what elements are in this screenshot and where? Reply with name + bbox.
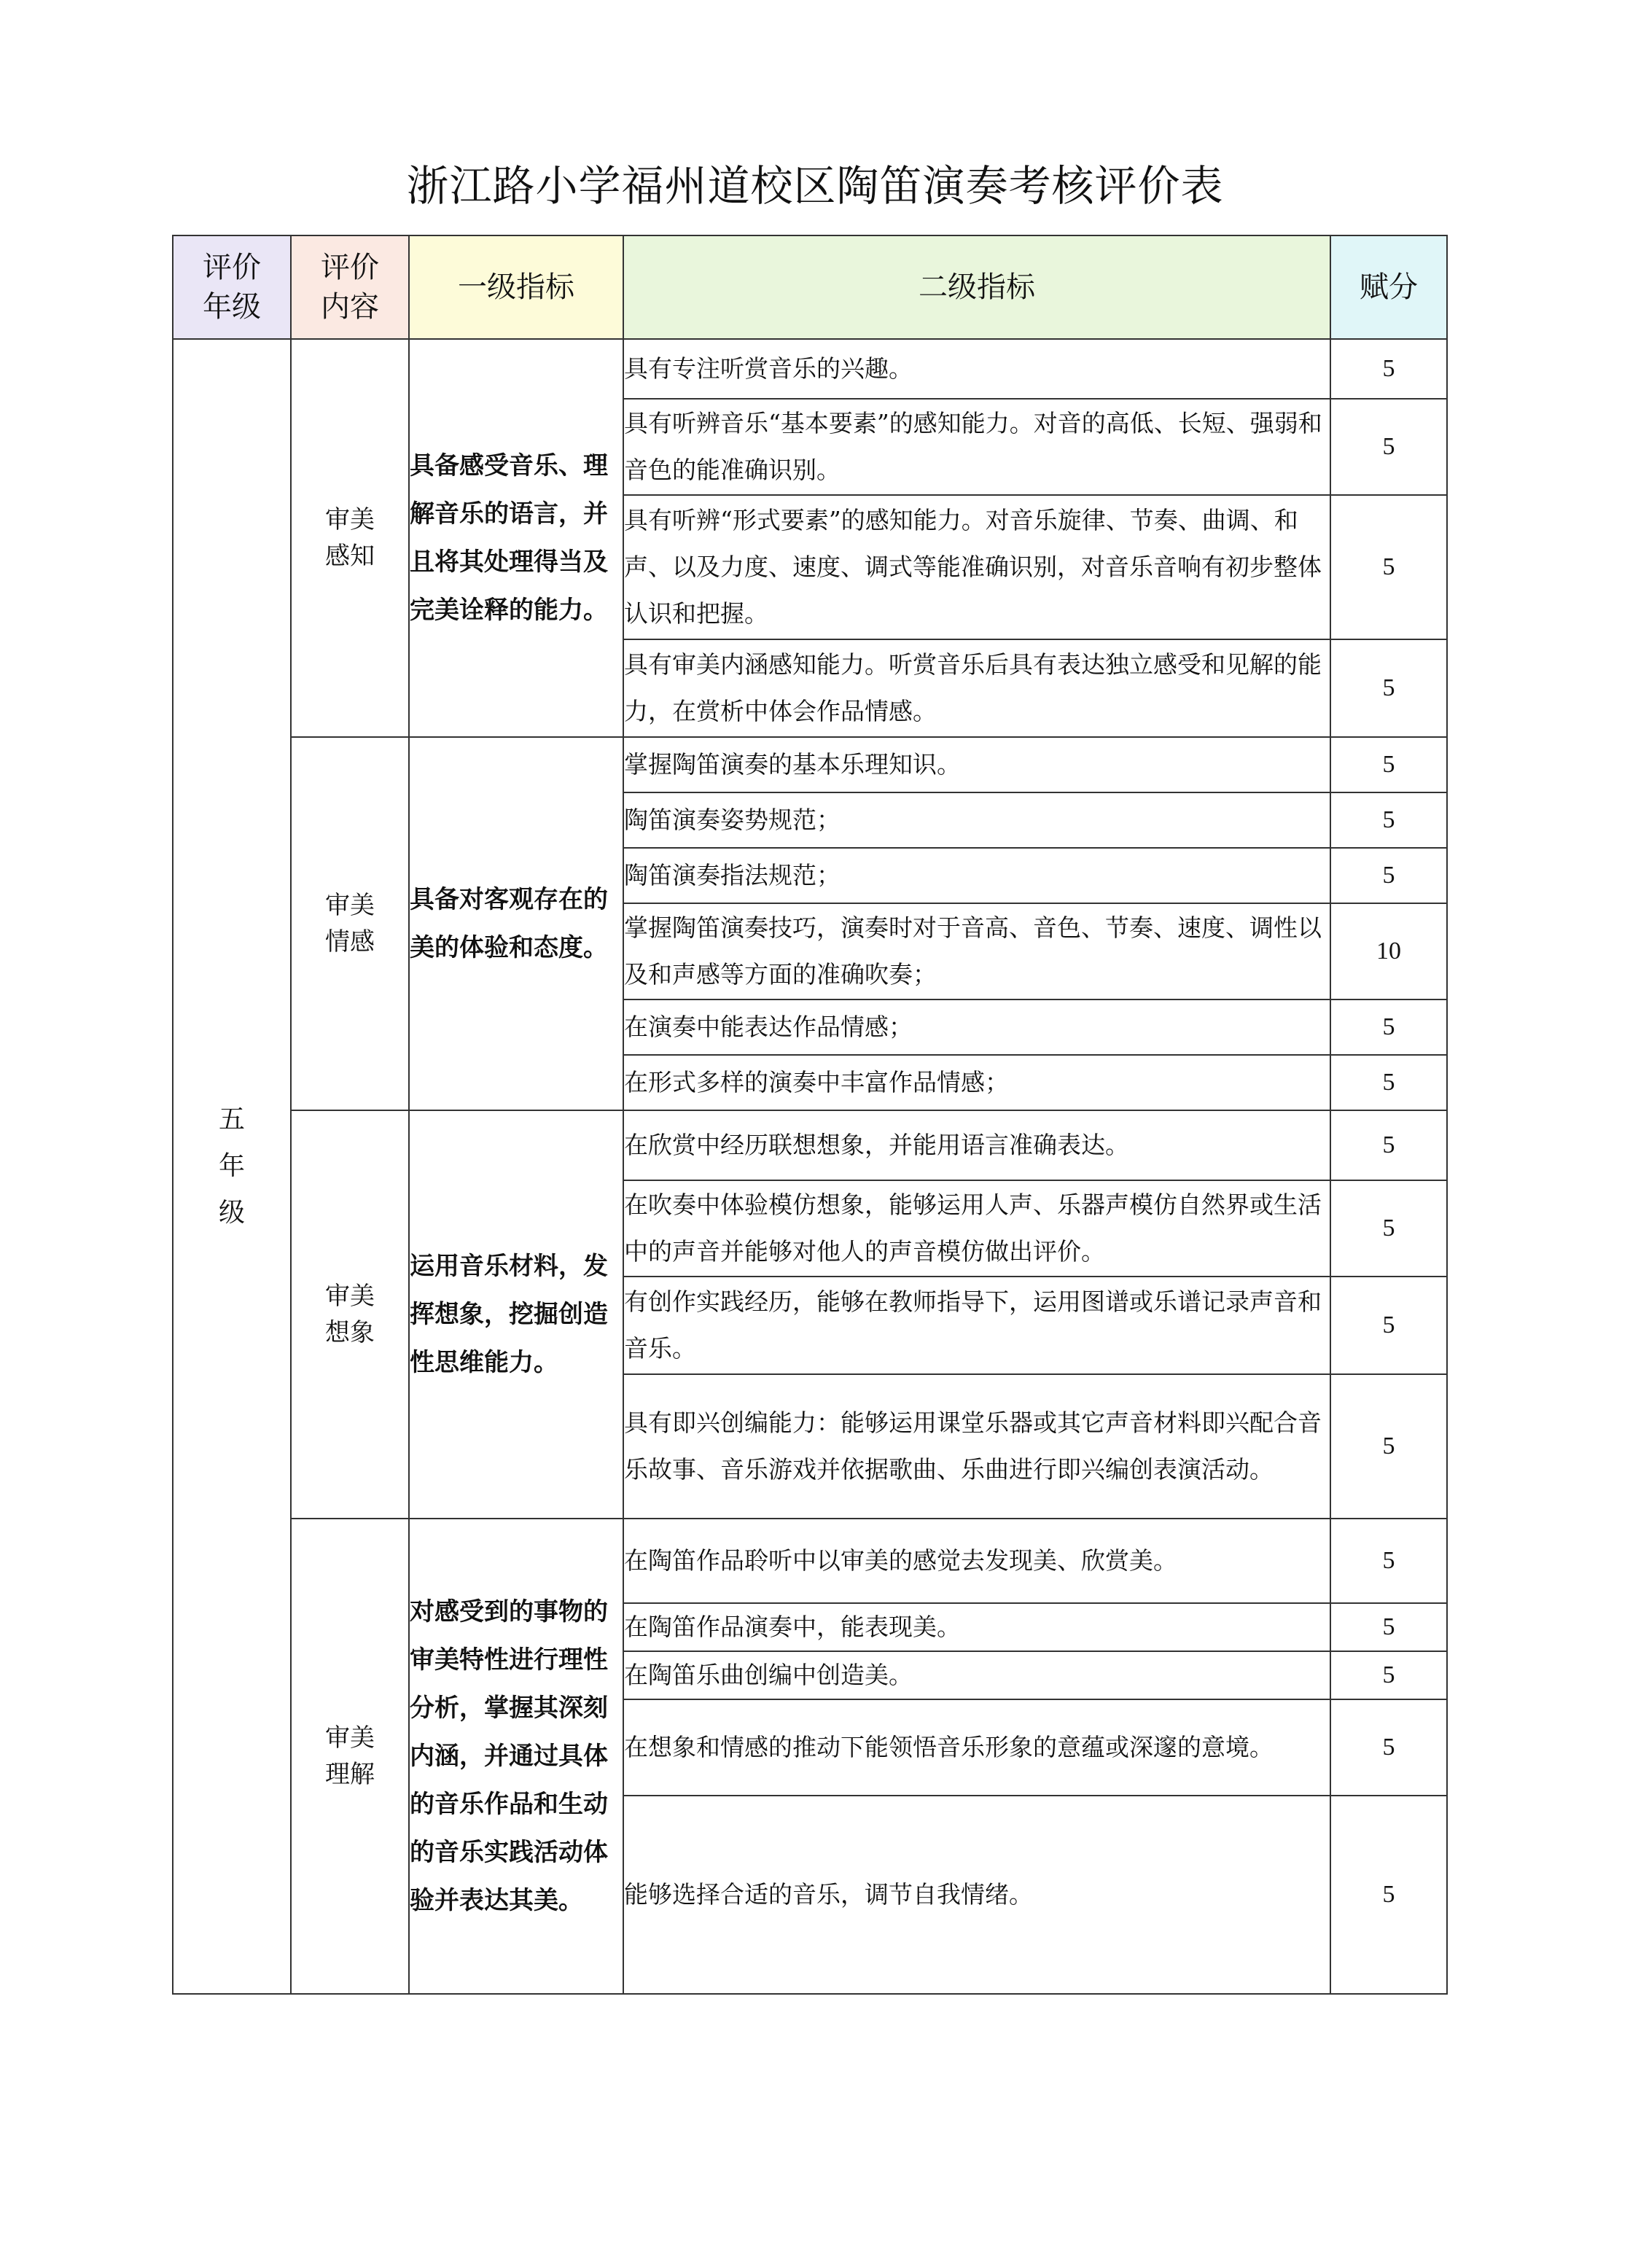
content-line1: 审美 bbox=[325, 505, 375, 534]
level2-cell: 陶笛演奏姿势规范； bbox=[623, 792, 1330, 848]
level1-cell: 运用音乐材料，发挥想象，挖掘创造性思维能力。 bbox=[409, 1110, 623, 1519]
score-cell: 5 bbox=[1330, 1519, 1447, 1603]
score-cell: 5 bbox=[1330, 1651, 1447, 1699]
grade-line3: 级 bbox=[218, 1198, 245, 1228]
header-grade-line2: 年级 bbox=[203, 290, 261, 324]
grade-line2: 年 bbox=[218, 1151, 245, 1181]
header-row bbox=[173, 235, 1447, 339]
score-cell: 5 bbox=[1330, 1603, 1447, 1651]
score-cell: 5 bbox=[1330, 848, 1447, 903]
level2-cell: 在陶笛作品演奏中，能表现美。 bbox=[623, 1603, 1330, 1651]
header-level2: 二级指标 bbox=[623, 235, 1330, 339]
level2-cell: 陶笛演奏指法规范； bbox=[623, 848, 1330, 903]
header-content bbox=[291, 235, 409, 339]
table-row bbox=[173, 1110, 1447, 1180]
score-cell: 5 bbox=[1330, 792, 1447, 848]
score-cell: 5 bbox=[1330, 1699, 1447, 1796]
content-line1: 审美 bbox=[325, 1282, 375, 1311]
level1-cell: 具备感受音乐、理解音乐的语言，并且将其处理得当及完美诠释的能力。 bbox=[409, 339, 623, 737]
score-cell: 5 bbox=[1330, 1796, 1447, 1994]
content-cell bbox=[291, 1519, 409, 1994]
level1-cell: 具备对客观存在的美的体验和态度。 bbox=[409, 737, 623, 1110]
score-cell: 5 bbox=[1330, 1055, 1447, 1110]
level2-cell: 掌握陶笛演奏的基本乐理知识。 bbox=[623, 737, 1330, 792]
score-cell: 5 bbox=[1330, 1277, 1447, 1374]
level2-cell: 掌握陶笛演奏技巧，演奏时对于音高、音色、节奏、速度、调性以及和声感等方面的准确吹奏； bbox=[623, 903, 1330, 999]
table-row bbox=[173, 339, 1447, 399]
level2-cell: 有创作实践经历，能够在教师指导下，运用图谱或乐谱记录声音和音乐。 bbox=[623, 1277, 1330, 1374]
score-cell: 5 bbox=[1330, 495, 1447, 639]
content-line1: 审美 bbox=[325, 1723, 375, 1753]
level2-cell: 具有即兴创编能力：能够运用课堂乐器或其它声音材料即兴配合音乐故事、音乐游戏并依据歌曲、乐曲进行即兴编创表演活动。 bbox=[623, 1374, 1330, 1519]
table-row bbox=[173, 737, 1447, 792]
level2-cell: 具有审美内涵感知能力。听赏音乐后具有表达独立感受和见解的能力，在赏析中体会作品情感。 bbox=[623, 639, 1330, 737]
score-cell: 5 bbox=[1330, 399, 1447, 495]
level2-cell: 在想象和情感的推动下能领悟音乐形象的意蕴或深邃的意境。 bbox=[623, 1699, 1330, 1796]
header-level1: 一级指标 bbox=[409, 235, 623, 339]
content-cell bbox=[291, 339, 409, 737]
header-grade bbox=[173, 235, 291, 339]
level2-cell: 在陶笛作品聆听中以审美的感觉去发现美、欣赏美。 bbox=[623, 1519, 1330, 1603]
evaluation-table bbox=[172, 235, 1448, 1995]
level2-cell: 具有专注听赏音乐的兴趣。 bbox=[623, 339, 1330, 399]
table-row bbox=[173, 1519, 1447, 1603]
content-cell bbox=[291, 1110, 409, 1519]
score-cell: 5 bbox=[1330, 1374, 1447, 1519]
level2-cell: 具有听辨“形式要素”的感知能力。对音乐旋律、节奏、曲调、和声、以及力度、速度、调式等能准确识别，对音乐音响有初步整体认识和把握。 bbox=[623, 495, 1330, 639]
content-line2: 想象 bbox=[325, 1318, 375, 1347]
score-cell: 10 bbox=[1330, 903, 1447, 999]
score-cell: 5 bbox=[1330, 639, 1447, 737]
level2-cell: 在形式多样的演奏中丰富作品情感； bbox=[623, 1055, 1330, 1110]
level2-cell: 在欣赏中经历联想想象，并能用语言准确表达。 bbox=[623, 1110, 1330, 1180]
content-line2: 理解 bbox=[325, 1760, 375, 1789]
grade-cell bbox=[173, 339, 291, 1994]
score-cell: 5 bbox=[1330, 339, 1447, 399]
header-grade-line1: 评价 bbox=[203, 251, 261, 284]
content-line1: 审美 bbox=[325, 891, 375, 920]
score-cell: 5 bbox=[1330, 1110, 1447, 1180]
header-content-line2: 内容 bbox=[321, 290, 379, 324]
level2-cell: 在吹奏中体验模仿想象，能够运用人声、乐器声模仿自然界或生活中的声音并能够对他人的声音模仿做出评价。 bbox=[623, 1180, 1330, 1277]
level2-cell: 在陶笛乐曲创编中创造美。 bbox=[623, 1651, 1330, 1699]
score-cell: 5 bbox=[1330, 737, 1447, 792]
grade-line1: 五 bbox=[218, 1104, 245, 1134]
content-cell bbox=[291, 737, 409, 1110]
page-title: 浙江路小学福州道校区陶笛演奏考核评价表 bbox=[406, 161, 1224, 211]
level2-cell: 能够选择合适的音乐，调节自我情绪。 bbox=[623, 1796, 1330, 1994]
content-line2: 情感 bbox=[325, 927, 375, 956]
content-line2: 感知 bbox=[325, 542, 375, 571]
score-cell: 5 bbox=[1330, 1180, 1447, 1277]
level1-cell: 对感受到的事物的审美特性进行理性分析，掌握其深刻内涵，并通过具体的音乐作品和生动的音乐实践活动体验并表达其美。 bbox=[409, 1519, 623, 1994]
header-score: 赋分 bbox=[1330, 235, 1447, 339]
score-cell: 5 bbox=[1330, 999, 1447, 1055]
header-content-line1: 评价 bbox=[321, 251, 379, 284]
level2-cell: 在演奏中能表达作品情感； bbox=[623, 999, 1330, 1055]
level2-cell: 具有听辨音乐“基本要素”的感知能力。对音的高低、长短、强弱和音色的能准确识别。 bbox=[623, 399, 1330, 495]
